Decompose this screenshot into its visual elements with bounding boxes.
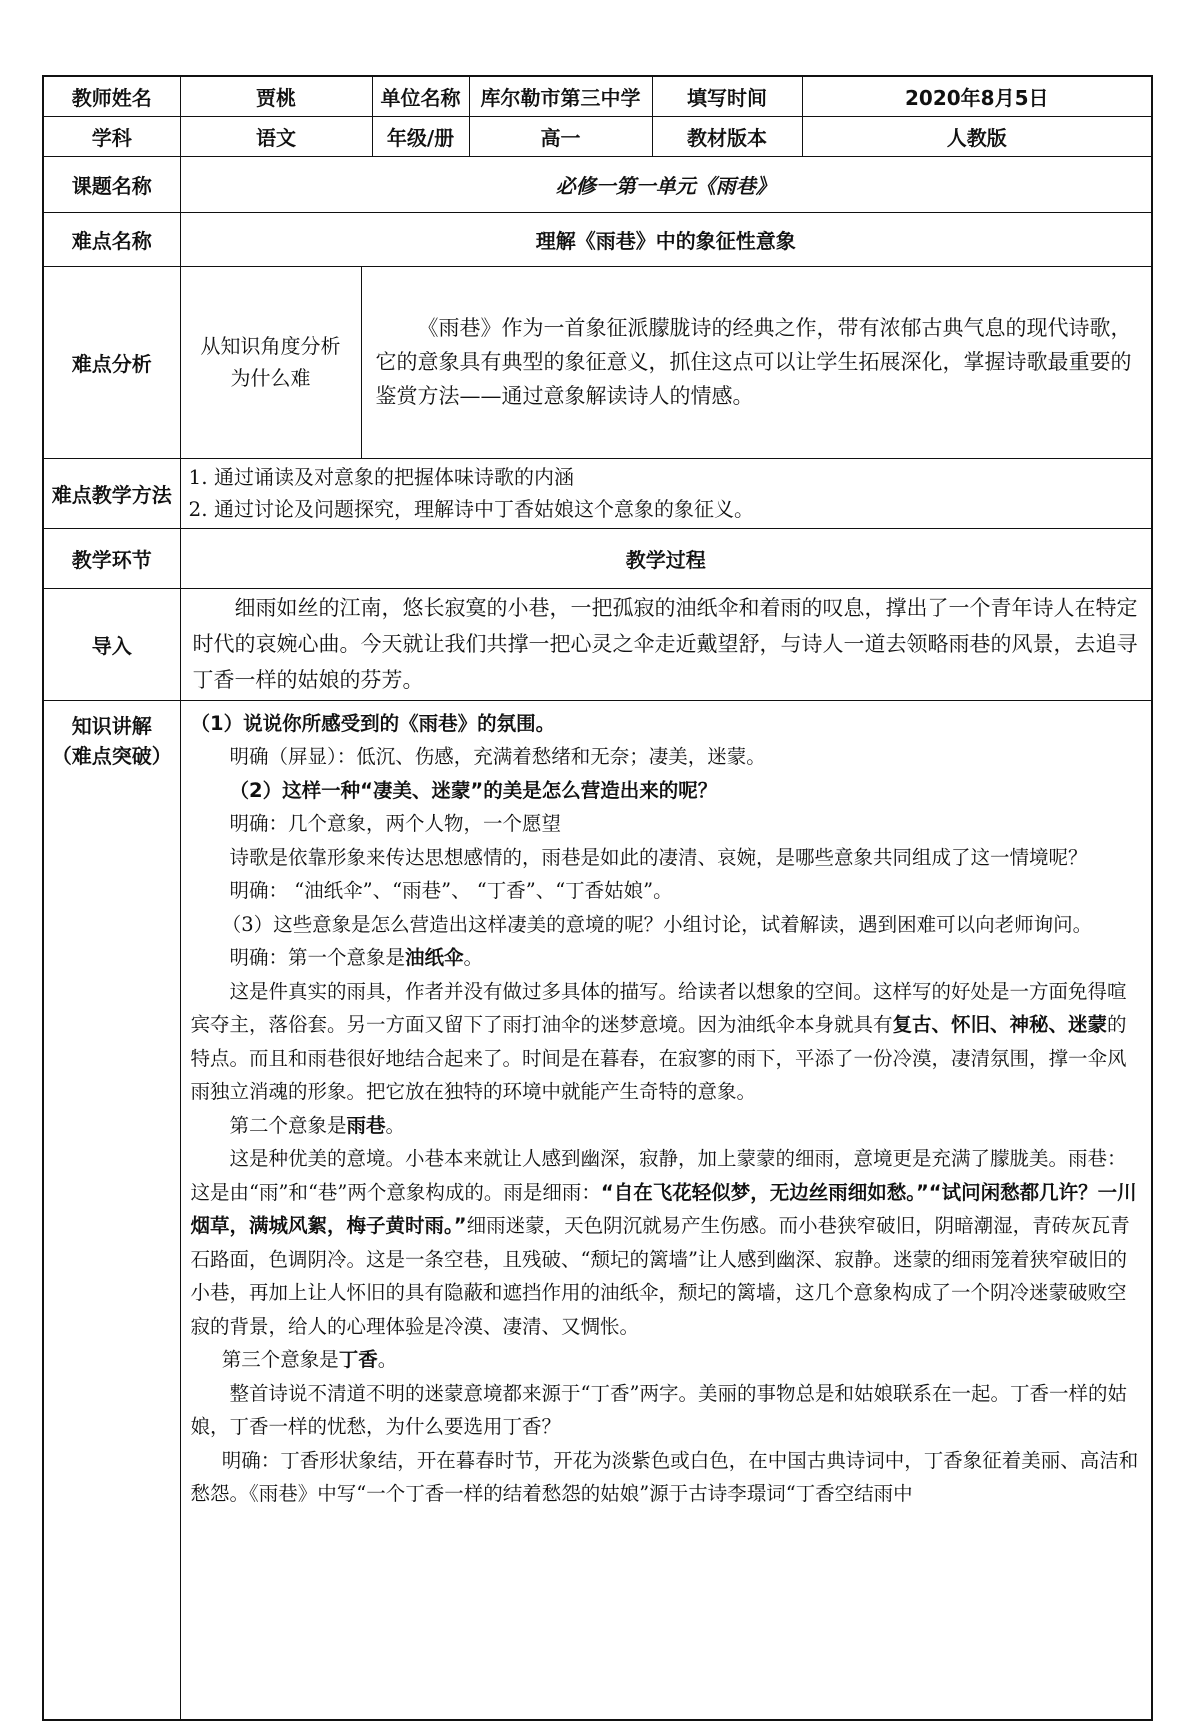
method-item: 2. 通过讨论及问题探究，理解诗中丁香姑娘这个意象的象征义。: [188, 497, 754, 521]
info-row-1: [43, 76, 1152, 116]
topic-value: 必修一第一单元《雨巷》: [180, 156, 1152, 212]
answer-4-end: 。: [463, 946, 484, 969]
info-row-2: [43, 116, 1152, 156]
process-stage-label: 教学环节: [43, 528, 180, 588]
teacher-label: 教师姓名: [43, 76, 180, 116]
difficulty-row: [43, 212, 1152, 266]
analysis-row: [43, 266, 1152, 458]
third-image-text: 第三个意象是: [221, 1348, 339, 1371]
third-image-end: 。: [377, 1348, 398, 1371]
question-2: （2）这样一种“凄美、迷蒙”的美是怎么营造出来的呢？: [229, 778, 718, 802]
edition-value: 人教版: [802, 116, 1152, 156]
lesson-plan-table: [42, 75, 1153, 1721]
paragraph-2-text-b: 的特点。而且和雨巷很好地结合起来了。时间是在暮春，在寂寥的雨下，平添了一份冷漠，凄清氛围，撑一伞风雨独立消魂的形象。把它放在独特的环境中就能产生奇特的意象。: [190, 1013, 1127, 1103]
subject-value: 语文: [180, 116, 372, 156]
answer-2: 明确：几个意象，两个人物，一个愿望: [229, 812, 562, 835]
second-image-end: 。: [385, 1113, 406, 1137]
unit-name: 库尔勒市第三中学: [469, 76, 652, 116]
second-image: [191, 1109, 1144, 1143]
grade-label: 年级/册: [372, 116, 469, 156]
paragraph-3-poem-quote: “自在飞花轻似梦，无边丝雨细如愁。”“试问闲愁都几许？一川烟草，满城风絮，梅子黄时雨。”: [190, 1180, 1137, 1237]
intro-text: 细雨如丝的江南，悠长寂寞的小巷，一把孤寂的油纸伞和着雨的叹息，撑出了一个青年诗人在特定时代的哀婉心曲。今天就让我们共撑一把心灵之伞走近戴望舒，与诗人一道去领略雨巷的风景，去追寻丁香一样的姑娘的芬芳。: [180, 588, 1152, 700]
analysis-sub-label: 从知识角度分析为什么难: [180, 266, 361, 458]
process-header-row: [43, 528, 1152, 588]
third-image: [191, 1343, 1144, 1377]
difficulty-value: 理解《雨巷》中的象征性意象: [180, 212, 1152, 266]
knowledge-content: [180, 700, 1152, 1720]
paragraph-1: 诗歌是依靠形象来传达思想感情的，雨巷是如此的凄清、哀婉，是哪些意象共同组成了这一情境呢？: [229, 845, 1088, 869]
paragraph-2-text-a: 这是件真实的雨具，作者并没有做过多具体的描写。给读者以想象的空间。这样写的好处是一方面免得喧宾夺主，落俗套。另一方面又留下了雨打油伞的迷梦意境。因为油纸伞本身就具有: [190, 979, 1127, 1036]
second-image-emphasis: 雨巷: [346, 1113, 386, 1137]
third-image-emphasis: 丁香: [338, 1348, 378, 1371]
grade-value: 高一: [469, 116, 652, 156]
topic-label: 课题名称: [43, 156, 180, 212]
answer-3: 明确： “油纸伞”、“雨巷”、 “丁香”、“丁香姑娘”。: [229, 879, 673, 902]
subject-label: 学科: [43, 116, 180, 156]
teacher-name: 贾桃: [180, 76, 372, 116]
paragraph-3: [191, 1142, 1144, 1343]
answer-4: [191, 941, 1144, 975]
methods-list: [180, 458, 1152, 528]
question-3: （3）这些意象是怎么营造出这样凄美的意境的呢？小组讨论，试着解读，遇到困难可以向老师询问。: [221, 912, 1093, 936]
answer-4-emphasis: 油纸伞: [405, 946, 464, 969]
paragraph-3-text-a: 这是种优美的意境。小巷本来就让人感到幽深，寂静，加上蒙蒙的细雨，意境更是充满了朦胧美。雨巷：这是由“雨”和“巷”两个意象构成的。雨是细雨：: [190, 1147, 1127, 1204]
paragraph-3-text-b: 细雨迷蒙，天色阴沉就易产生伤感。而小巷狭窄破旧，阴暗潮湿，青砖灰瓦青石路面，色调阴冷。这是一条空巷，且残破、“颓圮的篱墙”让人感到幽深、寂静。迷蒙的细雨笼着狭窄破旧的小巷，再加上让人怀旧的具有隐蔽和遮挡作用的油纸伞，颓圮的篱墙，这几个意象构成了一个阴冷迷蒙破败空寂的背景，给人的心理体验是冷漠、凄清、又惆怅。: [190, 1214, 1130, 1338]
intro-row: [43, 588, 1152, 700]
date-label: 填写时间: [652, 76, 802, 116]
knowledge-label-line1: 知识讲解: [71, 713, 152, 738]
paragraph-2-emphasis: 复古、怀旧、神秘、迷蒙: [892, 1013, 1108, 1036]
question-1: （1）说说你所感受到的《雨巷》的氛围。: [190, 711, 556, 735]
second-image-text: 第二个意象是: [229, 1113, 347, 1137]
method-item: 1. 通过诵读及对意象的把握体味诗歌的内涵: [188, 465, 574, 489]
edition-label: 教材版本: [652, 116, 802, 156]
process-label: 教学过程: [180, 528, 1152, 588]
methods-label: 难点教学方法: [43, 458, 180, 528]
knowledge-row: [43, 700, 1152, 1720]
answer-4-text: 明确：第一个意象是: [229, 946, 406, 969]
paragraph-4: 整首诗说不清道不明的迷蒙意境都来源于“丁香”两字。美丽的事物总是和姑娘联系在一起。丁香一样的姑娘，丁香一样的忧愁，为什么要选用丁香？: [190, 1381, 1127, 1438]
fill-date: 2020年8月5日: [802, 76, 1152, 116]
paragraph-5: 明确：丁香形状象结，开在暮春时节，开花为淡紫色或白色，在中国古典诗词中，丁香象征着美丽、高洁和愁怨。《雨巷》中写“一个丁香一样的结着愁怨的姑娘”源于古诗李璟词“丁香空结雨中: [190, 1448, 1139, 1505]
paragraph-2: [191, 975, 1144, 1109]
unit-label: 单位名称: [372, 76, 469, 116]
answer-1: 明确（屏显）：低沉、伤感，充满着愁绪和无奈；凄美，迷蒙。: [229, 745, 766, 768]
analysis-text: 《雨巷》作为一首象征派朦胧诗的经典之作，带有浓郁古典气息的现代诗歌，它的意象具有典型的象征意义，抓住这点可以让学生拓展深化，掌握诗歌最重要的鉴赏方法——通过意象解读诗人的情感。: [361, 266, 1152, 458]
methods-row: [43, 458, 1152, 528]
intro-label: 导入: [43, 588, 180, 700]
knowledge-label: [43, 700, 180, 1720]
knowledge-label-line2: （难点突破）: [51, 743, 172, 768]
analysis-label: 难点分析: [43, 266, 180, 458]
difficulty-label: 难点名称: [43, 212, 180, 266]
topic-row: [43, 156, 1152, 212]
